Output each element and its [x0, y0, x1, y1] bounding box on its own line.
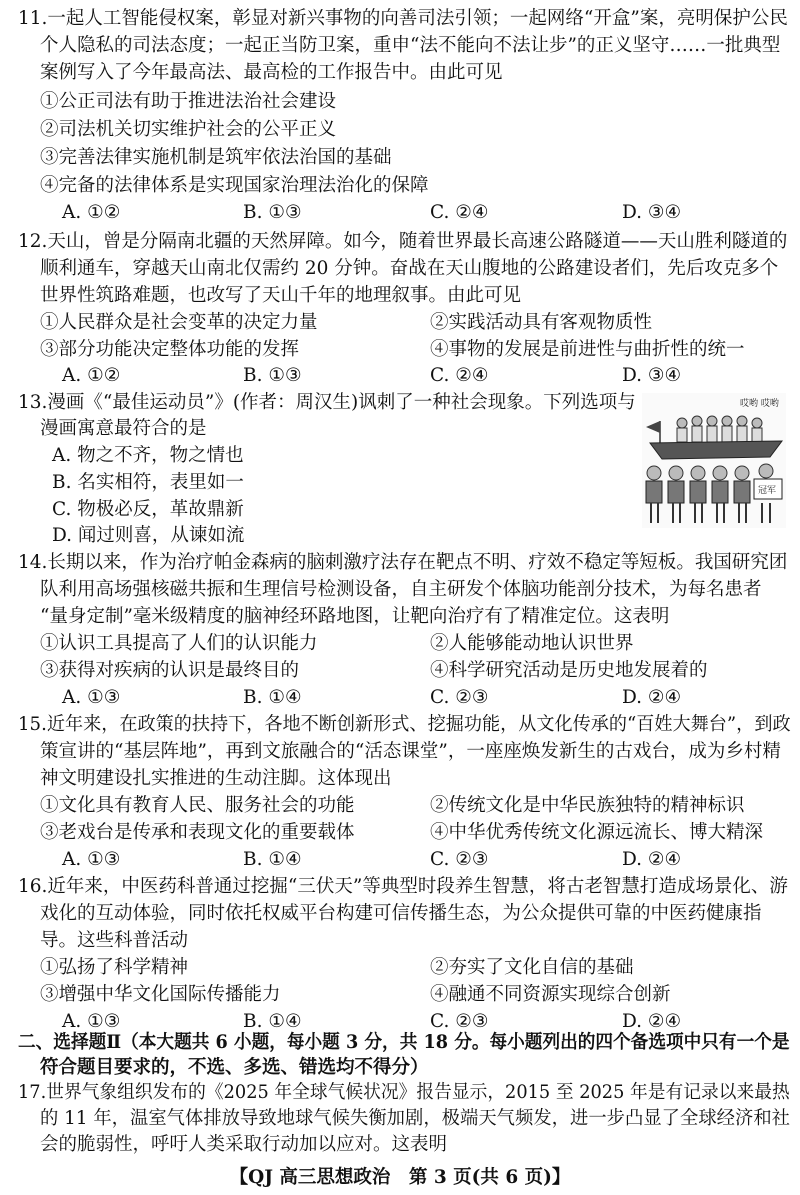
q15-statement-3: ③老戏台是传承和表现文化的重要载体	[40, 822, 355, 843]
q15-option-a: A. ①③	[62, 849, 121, 870]
q13-stem-line-1: 13.漫画《“最佳运动员”》(作者：周汉生)讽刺了一种社会现象。下列选项与	[18, 392, 636, 413]
q14-stem-line-3: “量身定制”毫米级精度的脑神经环路地图，让靶向治疗有了精准定位。这表明	[40, 606, 670, 627]
q16-statement-4: ④融通不同资源实现综合创新	[430, 984, 671, 1005]
q12-statement-2: ②实践活动具有客观物质性	[430, 312, 653, 333]
cartoon-sign: 冠军	[758, 486, 777, 496]
q12-statement-4: ④事物的发展是前进性与曲折性的统一	[430, 339, 745, 360]
q14-statement-4: ④科学研究活动是历史地发展着的	[430, 660, 708, 681]
q16-option-b: B. ①④	[243, 1011, 302, 1032]
q14-statement-2: ②人能够能动地认识世界	[430, 633, 634, 654]
q15-stem-line-2: 策宣讲的“基层阵地”，再到文旅融合的“活态课堂”，一座座焕发新生的古戏台，成为乡村精	[40, 741, 781, 762]
page-footer: 【QJ 高三思想政治 第 3 页(共 6 页)】	[229, 1167, 571, 1188]
q11-stem-line-1: 11.一起人工智能侵权案，彰显对新兴事物的向善司法引领；一起网络“开盒”案，亮明保护公民	[18, 8, 788, 29]
q16-stem-line-1: 16.近年来，中医药科普通过挖掘“三伏天”等典型时段养生智慧，将古老智慧打造成场景化、游	[18, 876, 788, 897]
q17-stem-line-2: 的 11 年，温室气体排放导致地球气候失衡加剧，极端天气频发，进一步凸显了全球经济和社	[40, 1108, 791, 1129]
q11-option-c: C. ②④	[430, 202, 489, 223]
q12-option-a: A. ①②	[62, 365, 121, 386]
q11-statement-4: ④完备的法律体系是实现国家治理法治化的保障	[40, 175, 429, 196]
q13-option-b: B. 名实相符，表里如一	[52, 472, 244, 493]
q14-option-b: B. ①④	[243, 687, 302, 708]
q11-option-a: A. ①②	[62, 202, 121, 223]
q11-option-b: B. ①③	[243, 202, 302, 223]
q12-statement-1: ①人民群众是社会变革的决定力量	[40, 312, 318, 333]
q12-stem-line-2: 顺利通车，穿越天山南北仅需约 20 分钟。奋战在天山腹地的公路建设者们，先后攻克多个	[40, 258, 779, 279]
q15-option-b: B. ①④	[243, 849, 302, 870]
q14-option-c: C. ②③	[430, 687, 489, 708]
q12-option-c: C. ②④	[430, 365, 489, 386]
q13-option-d: D. 闻过则喜，从谏如流	[52, 525, 245, 546]
q14-stem-line-1: 14.长期以来，作为治疗帕金森病的脑刺激疗法存在靶点不明、疗效不稳定等短板。我国研究团	[18, 552, 788, 573]
q14-option-a: A. ①③	[62, 687, 121, 708]
q16-option-c: C. ②③	[430, 1011, 489, 1032]
q13-option-a: A. 物之不齐，物之情也	[52, 445, 244, 466]
q15-option-c: C. ②③	[430, 849, 489, 870]
q16-option-a: A. ①③	[62, 1011, 121, 1032]
q15-stem-line-1: 15.近年来，在政策的扶持下，各地不断创新形式、挖掘功能，从文化传承的“百姓大舞台”，到政	[18, 714, 791, 735]
q11-statement-1: ①公正司法有助于推进法治社会建设	[40, 91, 337, 112]
q16-statement-2: ②夯实了文化自信的基础	[430, 957, 634, 978]
q14-statement-3: ③获得对疾病的认识是最终目的	[40, 660, 300, 681]
q12-stem-line-3: 世界性筑路难题，也改写了天山千年的地理叙事。由此可见	[40, 285, 522, 306]
section-2-heading-line-2: 符合题目要求的，不选、多选、错选均不得分）	[40, 1057, 429, 1078]
q13-cartoon-image	[642, 393, 786, 528]
q16-stem-line-3: 导。这些科普活动	[40, 930, 189, 951]
q12-stem-line-1: 12.天山，曾是分隔南北疆的天然屏障。如今，随着世界最长高速公路隧道——天山胜利隧道的	[18, 231, 788, 252]
q15-statement-1: ①文化具有教育人民、服务社会的功能	[40, 795, 355, 816]
q12-statement-3: ③部分功能决定整体功能的发挥	[40, 339, 300, 360]
q16-statement-1: ①弘扬了科学精神	[40, 957, 189, 978]
q12-option-b: B. ①③	[243, 365, 302, 386]
cartoon-caption: 哎哟 哎哟	[740, 399, 779, 409]
q11-statement-2: ②司法机关切实维护社会的公平正义	[40, 119, 337, 140]
q11-stem-line-3: 案例写入了今年最高法、最高检的工作报告中。由此可见	[40, 62, 503, 83]
q11-statement-3: ③完善法律实施机制是筑牢依法治国的基础	[40, 147, 392, 168]
q15-statement-2: ②传统文化是中华民族独特的精神标识	[430, 795, 745, 816]
q14-stem-line-2: 队利用高场强核磁共振和生理信号检测设备，自主研发个体脑功能剖分技术，为每名患者	[40, 579, 762, 600]
q16-stem-line-2: 戏化的互动体验，同时依托权威平台构建可信传播生态，为公众提供可靠的中医药健康指	[40, 903, 762, 924]
q17-stem-line-1: 17.世界气象组织发布的《2025 年全球气候状况》报告显示，2015 至 2025 年是有记录以来最热	[18, 1082, 790, 1103]
q15-stem-line-3: 神文明建设扎实推进的生动注脚。这体现出	[40, 768, 392, 789]
q16-option-d: D. ②④	[622, 1011, 682, 1032]
q14-option-d: D. ②④	[622, 687, 682, 708]
q11-option-d: D. ③④	[622, 202, 682, 223]
q11-stem-line-2: 个人隐私的司法态度；一起正当防卫案，重申“法不能向不法让步”的正义坚守……一批典型	[40, 35, 781, 56]
q15-statement-4: ④中华优秀传统文化源远流长、博大精深	[430, 822, 764, 843]
q13-stem-line-2: 漫画寓意最符合的是	[40, 418, 207, 439]
q12-option-d: D. ③④	[622, 365, 682, 386]
q16-statement-3: ③增强中华文化国际传播能力	[40, 984, 281, 1005]
q14-statement-1: ①认识工具提高了人们的认识能力	[40, 633, 318, 654]
q17-stem-line-3: 会的脆弱性，呼吁人类采取行动加以应对。这表明	[40, 1134, 448, 1155]
section-2-heading-line-1: 二、选择题Ⅱ（本大题共 6 小题，每小题 3 分，共 18 分。每小题列出的四个备选项中只有一个是	[18, 1032, 790, 1053]
q13-option-c: C. 物极必反，革故鼎新	[52, 499, 244, 520]
q15-option-d: D. ②④	[622, 849, 682, 870]
